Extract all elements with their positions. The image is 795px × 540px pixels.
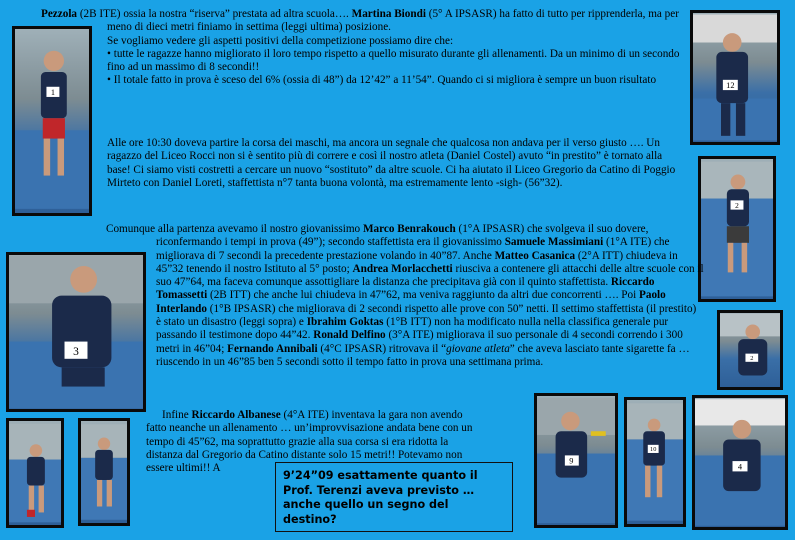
runner-3-bib: 2 <box>735 200 739 210</box>
runner-3-illustration <box>701 159 773 299</box>
name-marco-benrakouch: Marco Benrakouch <box>362 223 456 235</box>
name-samuele-massimiani: Samuele Massimiani <box>504 236 604 249</box>
name-matteo-casanica: Matteo Casanica <box>494 249 576 262</box>
text-segment: (4°A ITE) inventava la gara non avendo fatto neanche un allenamento … un’improvvisazione andata bene con un tempo di 45”62, ma soprattutto grazie alla sua corsa si era ridotta la distanza dal Gregorio da Catino distante solo 15 metri!! Potevamo non essere ultimi!! A <box>146 409 473 475</box>
photo-runner-4 <box>6 252 146 412</box>
runner-1-bib: 1 <box>50 88 56 98</box>
photo-runner-8 <box>534 393 618 528</box>
name-ronald-delfino: Ronald Delfino <box>313 329 386 342</box>
photo-runner-10 <box>692 395 788 530</box>
paragraph-positive-intro: Se vogliamo vedere gli aspetti positivi della competizione possiamo dire che: <box>107 34 454 47</box>
runner-10-bib: 4 <box>737 461 743 472</box>
text-segment: Infine <box>162 409 192 421</box>
runner-9-illustration <box>627 400 683 524</box>
name-riccardo-albanese: Riccardo Albanese <box>191 409 281 421</box>
photo-runner-9 <box>624 397 686 527</box>
name-ibrahim-goktas: Ibrahim Goktas <box>306 316 384 329</box>
photo-runner-3 <box>698 156 776 302</box>
paragraph-boys-text: Alle ore 10:30 doveva partire la corsa dei maschi, ma ancora un segnale che qualcosa non andava per il verso giusto …. Un ragazzo del Liceo Rocci non si è sentito più di correre e così il nostro atleta (Daniel Costel) avuto “in prestito” è tornato alla base! Ci siamo visti costretti a cercare un nuovo “sostituto” da altre scuole. Ci ha aiutato il Liceo Gregorio da Catino di Poggio Mirteto con Daniel Loreti, staffettista n°7 tanta buona volontà, ma estremamente lento -sigh- (56”32). <box>107 137 676 189</box>
text-segment: (1°B IPSASR) che migliorava di 2 secondi rispetto alle prove con 50” netti. Il settimo staffettista (il prestito) è stato un disastro (leggi sopra) e <box>156 302 697 329</box>
runner-6-illustration <box>9 421 61 525</box>
text-segment: ” che aveva lasciato tante sigarette fa … riuscendo in un 46”85 ben 5 secondi sotto il tempo fatto in prova una settimana prima. <box>156 342 690 368</box>
text-segment: (1°A IPSASR) che svolgeva il suo dovere, riconfermando i tempi in prova (49”); secondo staffettista era il giovanissimo <box>156 223 649 249</box>
text-segment: (1°B ITT) non ha modificato nulla nella classifica generale pur passando il testimone dopo 44”42. <box>156 316 669 342</box>
text-segment: (5° A IPSASR) ha fatto di tutto per ripprenderla, ma per meno di dieci metri finiamo in settima (leggi ultima) posizione. <box>107 8 679 34</box>
photo-runner-2 <box>690 10 780 145</box>
paragraph-boys-start <box>107 137 687 190</box>
runner-5-bib: 2 <box>750 355 754 362</box>
text-segment: (4°C IPSASR) ritrovava il “ <box>317 342 447 355</box>
text-italic-giovane-atleta: giovane atleta <box>446 342 510 355</box>
text-segment: (3°A ITE) migliorava il suo personale di 4 secondi correndo i 300 metri in 46”04; <box>156 329 683 355</box>
text-segment: (1°A ITE) che migliorava di 7 secondi la precedente prestazione volando in 40”87. Anche <box>156 236 670 262</box>
runner-4-illustration <box>9 255 143 409</box>
text-segment: Comunque alla partenza avevamo il nostro giovanissimo <box>106 223 363 235</box>
text-segment: (2B ITE) ossia la nostra “riserva” prestata ad altra scuola…. <box>77 8 352 20</box>
callout-text: 9’24”09 esattamente quanto il Prof. Terenzi aveva previsto … anche quello un segno del destino? <box>283 469 478 526</box>
text-segment: (2°A ITT) chiudeva in 45”32 tenendo il nostro Istituto al 5° posto; <box>156 249 678 275</box>
paragraph-boys-relay-text <box>106 223 704 369</box>
paragraph-girls-relay <box>41 8 687 88</box>
name-pezzola: Pezzola <box>41 8 78 20</box>
text-segment: riusciva a contenere gli attacchi delle altre scuole con il suo 47”64, ma faceva comunque assottigliare la distanza che precipitava già con il quinto staffettista. <box>156 262 704 289</box>
name-fernando-annibali: Fernando Annibali <box>227 342 318 355</box>
runner-2-bib: 12 <box>726 81 735 91</box>
runner-4-bib: 3 <box>73 345 79 358</box>
runner-1-illustration <box>15 29 89 213</box>
runner-2-illustration <box>693 13 777 142</box>
photo-runner-7 <box>78 418 130 526</box>
photo-runner-6 <box>6 418 64 528</box>
bullet-improvement: • tutte le ragazze hanno migliorato il loro tempo rispetto a quello misurato durante gli allenamenti. Da un minimo di un secondo fino ad un massimo di 8 secondi!! <box>107 47 680 74</box>
runner-8-illustration <box>537 396 615 525</box>
runner-9-bib: 10 <box>650 446 657 454</box>
runner-10-illustration <box>695 398 785 527</box>
name-martina-biondi: Martina Biondi <box>351 8 426 20</box>
paragraph-girls-line1 <box>41 8 687 35</box>
runner-8-bib: 9 <box>569 456 574 466</box>
photo-runner-5 <box>717 310 783 390</box>
text-segment: (2B ITT) che anche lui chiudeva in 47”62, ma veniva raggiunto da altri due concorrenti …. Poi <box>207 289 640 302</box>
bullet-total: • Il totale fatto in prova è sceso del 6% (ossia di 48”) da 12’42” a 11’54”. Quando ci si migliora è sempre un buon risultato <box>107 74 657 87</box>
name-riccardo-tomassetti: Riccardo Tomassetti <box>156 276 655 302</box>
paragraph-boys-relay <box>106 223 704 369</box>
callout-box-final-time <box>275 462 513 532</box>
name-andrea-morlacchetti: Andrea Morlacchetti <box>352 262 453 275</box>
runner-5-illustration <box>720 313 780 387</box>
runner-7-illustration <box>81 421 127 523</box>
name-paolo-interlando: Paolo Interlando <box>156 289 666 315</box>
photo-runner-1 <box>12 26 92 216</box>
